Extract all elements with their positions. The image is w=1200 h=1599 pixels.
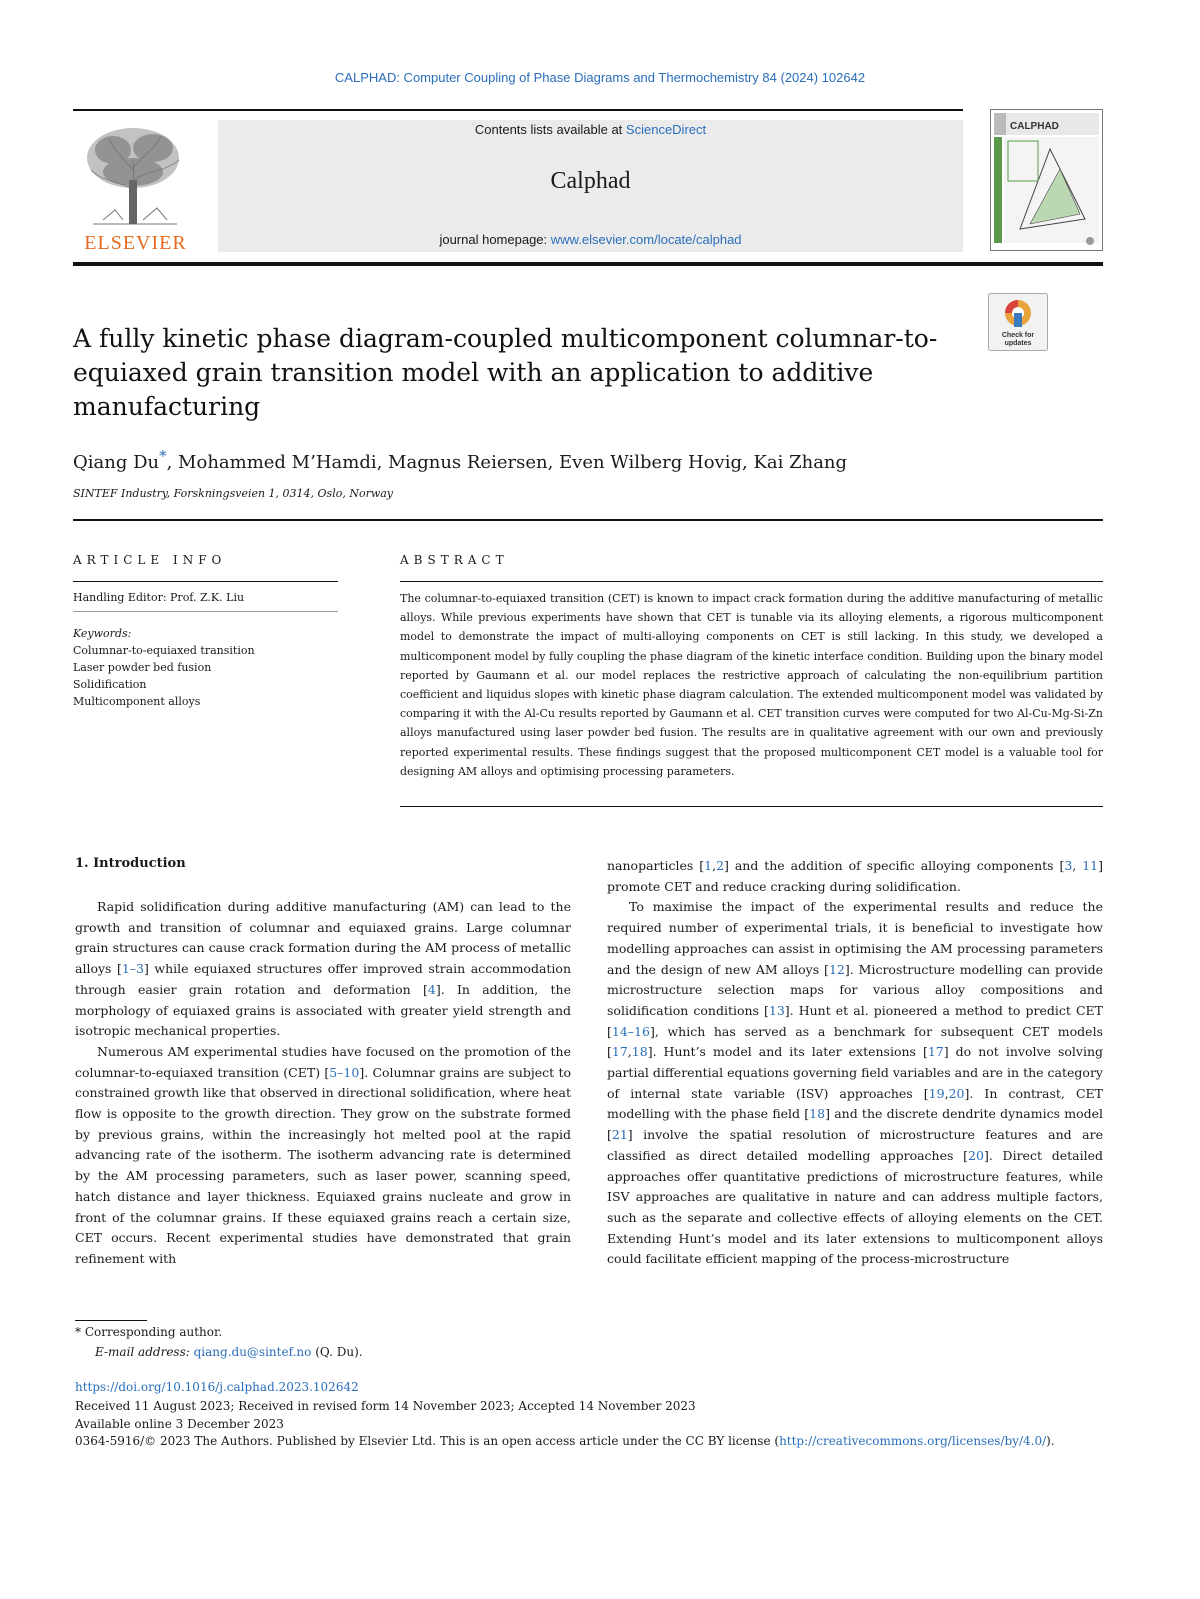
citation-link[interactable]: 1–3 [121, 961, 144, 977]
keywords-label: Keywords: [73, 627, 132, 640]
citation-link[interactable]: 2 [716, 858, 725, 873]
citation-link[interactable]: 5–10 [329, 1064, 360, 1080]
citation-link[interactable]: 13 [768, 1002, 785, 1018]
author-list [73, 447, 1073, 473]
intro-paragraph-2: Numerous AM experimental studies have focused on the promotion of the columnar-to-equiaxed transition (CET) [5–10]. Columnar grains are subject to constrained growth like that observed in directional solidification, where heat flow is opposite to the growth direction. They grow on the substrate formed by previous grains, within the increasingly hot melted pool at the rapid advancing rate of the isotherm. The isotherm advancing rate is determined by the AM processing parameters, such as laser power, scanning speed, hatch distance and layer thickness. Equiaxed grains nucleate and grow in front of the columnar grains. If these equiaxed grains reach a certain size, CET occurs. Recent experimental studies have demonstrated that grain refinement with [75, 1043, 572, 1266]
footnote-mark: * [75, 1325, 81, 1339]
citation-link[interactable]: 12 [828, 961, 845, 977]
citation-link[interactable]: 20 [948, 1085, 965, 1101]
history-dates: Received 11 August 2023; Received in revised form 14 November 2023; Accepted 14 November 2023 [75, 1399, 696, 1413]
license-link[interactable]: http://creativecommons.org/licenses/by/4.0/ [779, 1434, 1047, 1448]
contents-line [218, 122, 963, 137]
author-first[interactable]: Qiang Du [73, 452, 160, 473]
citation-link[interactable]: 17 [611, 1044, 628, 1060]
article-info-rule [73, 581, 338, 582]
intro-paragraph-4: To maximise the impact of the experimental results and reduce the required number of experimental trials, it is beneficial to investigate how modelling approaches can assist in optimising the AM processing parameters and the design of new AM alloys [12]. Microstructure modelling can provide microstructure selection maps for various alloy compositions and solidification conditions [13]. Hunt et al. pioneered a method to predict CET [14–16], which has served as a benchmark for subsequent CET models [17,18]. Hunt’s model and its later extensions [17] do not involve solving partial differential equations governing field variables and are in the category of internal state variable (ISV) approaches [19,20]. In contrast, CET modelling with the phase field [18] and the discrete dendrite dynamics model [21] involve the spatial resolution of microstructure features and are classified as direct detailed modelling approaches [20]. Direct detailed approaches offer quantitative predictions of microstructure features, while ISV approaches are qualitative in nature and can address multiple factors, such as the separate and collective effects of alloying elements on the CET. Extending Hunt’s model and its later extensions to multicomponent alloys could facilitate efficient mapping of the process-microstructure [607, 899, 1103, 1267]
available-online: Available online 3 December 2023 [75, 1417, 284, 1431]
check-for-updates-icon[interactable] [988, 293, 1048, 351]
keyword-item: Multicomponent alloys [73, 695, 201, 708]
body-column-right [607, 856, 1103, 1270]
affiliation: SINTEF Industry, Forskningsveien 1, 0314, Oslo, Norway [73, 487, 394, 500]
email-suffix: (Q. Du). [315, 1345, 363, 1359]
citation-link[interactable]: 21 [611, 1127, 628, 1143]
footnote-rule [75, 1320, 147, 1321]
homepage-link[interactable]: www.elsevier.com/locate/calphad [550, 232, 742, 247]
contents-prefix: Contents lists available at [474, 122, 623, 137]
masthead-rule [73, 262, 1103, 266]
article-info-rule-2 [73, 611, 338, 612]
sciencedirect-link[interactable]: ScienceDirect [625, 122, 707, 137]
running-head[interactable]: CALPHAD: Computer Coupling of Phase Diagrams and Thermochemistry 84 (2024) 102642 [334, 70, 866, 85]
elsevier-wordmark: ELSEVIER [84, 232, 187, 254]
homepage-prefix: journal homepage: [439, 232, 548, 247]
license-line: 0364-5916/© 2023 The Authors. Published by Elsevier Ltd. This is an open access article under the CC BY license (http://creativecommons.org/licenses/by/4.0/). [75, 1434, 1055, 1448]
footnote-email [95, 1345, 363, 1359]
intro-paragraph-3: nanoparticles [1,2] and the addition of specific alloying components [3, 11] promote CET and reduce cracking during solidification. [607, 858, 1103, 894]
email-link[interactable]: qiang.du@sintef.no [193, 1345, 312, 1359]
footnote-corresponding [75, 1325, 222, 1339]
citation-link[interactable]: 19 [928, 1085, 945, 1101]
intro-paragraph-1: Rapid solidification during additive manufacturing (AM) can lead to the growth and transition of columnar and equiaxed grains. Large columnar grain structures can cause crack formation during the AM process of metallic alloys [1–3] while equiaxed structures offer improved strain accommodation through easier grain rotation and deformation [4]. In addition, the morphology of equiaxed grains is associated with greater yield strength and isotropic mechanical properties. [75, 899, 571, 1039]
citation-link[interactable]: 1 [704, 858, 713, 873]
abstract-end-rule [400, 806, 1103, 807]
body-column-left [75, 897, 571, 1270]
citation-link[interactable]: 20 [968, 1147, 984, 1163]
email-label: E-mail address: [95, 1345, 190, 1359]
handling-editor: Handling Editor: Prof. Z.K. Liu [73, 591, 245, 604]
keyword-item: Columnar-to-equiaxed transition [73, 644, 255, 657]
doi-link [75, 1380, 359, 1394]
crossmark-label-1: Check for [1001, 332, 1035, 339]
article-info-heading: ARTICLE INFO [73, 553, 227, 567]
article-title: A fully kinetic phase diagram-coupled multicomponent columnar-to-equiaxed grain transition model with an application to additive manufacturing [73, 324, 938, 421]
doi-url[interactable]: https://doi.org/10.1016/j.calphad.2023.102642 [75, 1380, 359, 1394]
journal-cover-thumbnail[interactable] [990, 109, 1103, 251]
section-heading-introduction: 1. Introduction [75, 856, 186, 871]
abstract-rule [400, 581, 1103, 582]
cover-title: CALPHAD [1010, 121, 1059, 132]
header-rule [73, 109, 963, 111]
abstract-text: The columnar-to-equiaxed transition (CET) is known to impact crack formation during the additive manufacturing of metallic alloys. While previous experiments have shown that CET is tunable via its alloying elements, a rigorous multicomponent model to demonstrate the impact of multi-alloying components on CET is still lacking. In this study, we developed a multicomponent model by fully coupling the phase diagram of the kinetic interface condition. Building upon the binary model reported by Gaumann et al. our model replaces the restrictive approach of calculating the non-equilibrium partition coefficient and liquidus slopes with kinetic phase diagram calculation. The extended multicomponent model was validated by comparing it with the Al-Cu results reported by Gaumann et al. CET transition curves were computed for two Al-Cu-Mg-Si-Zn alloys manufactured using laser powder bed fusion. The results are in qualitative agreement with our own and previously reported experimental results. These findings suggest that the proposed multicomponent CET model is a valuable tool for designing AM alloys and optimising processing parameters. [400, 592, 1103, 778]
homepage-line [218, 232, 963, 247]
keyword-item: Solidification [73, 678, 147, 691]
keyword-list [73, 642, 255, 710]
authors-rest: , Mohammed M’Hamdi, Magnus Reiersen, Even Wilberg Hovig, Kai Zhang [166, 452, 848, 473]
citation-link[interactable]: 11 [1082, 858, 1099, 873]
citation-link[interactable]: 18 [631, 1044, 648, 1060]
crossmark-label-2: updates [1004, 340, 1032, 347]
abstract-heading: ABSTRACT [400, 553, 509, 567]
journal-name: Calphad [550, 168, 631, 194]
title-rule [73, 519, 1103, 521]
footnote-corresponding-text: Corresponding author. [84, 1325, 223, 1339]
citation-link[interactable]: 4 [427, 981, 436, 997]
keyword-item: Laser powder bed fusion [73, 661, 212, 674]
citation-link[interactable]: 14–16 [611, 1023, 650, 1039]
citation-link[interactable]: 17 [927, 1044, 944, 1060]
citation-link[interactable]: 3 [1064, 858, 1073, 873]
citation-link[interactable]: 18 [809, 1106, 826, 1122]
corresponding-author-mark[interactable]: * [159, 447, 167, 465]
